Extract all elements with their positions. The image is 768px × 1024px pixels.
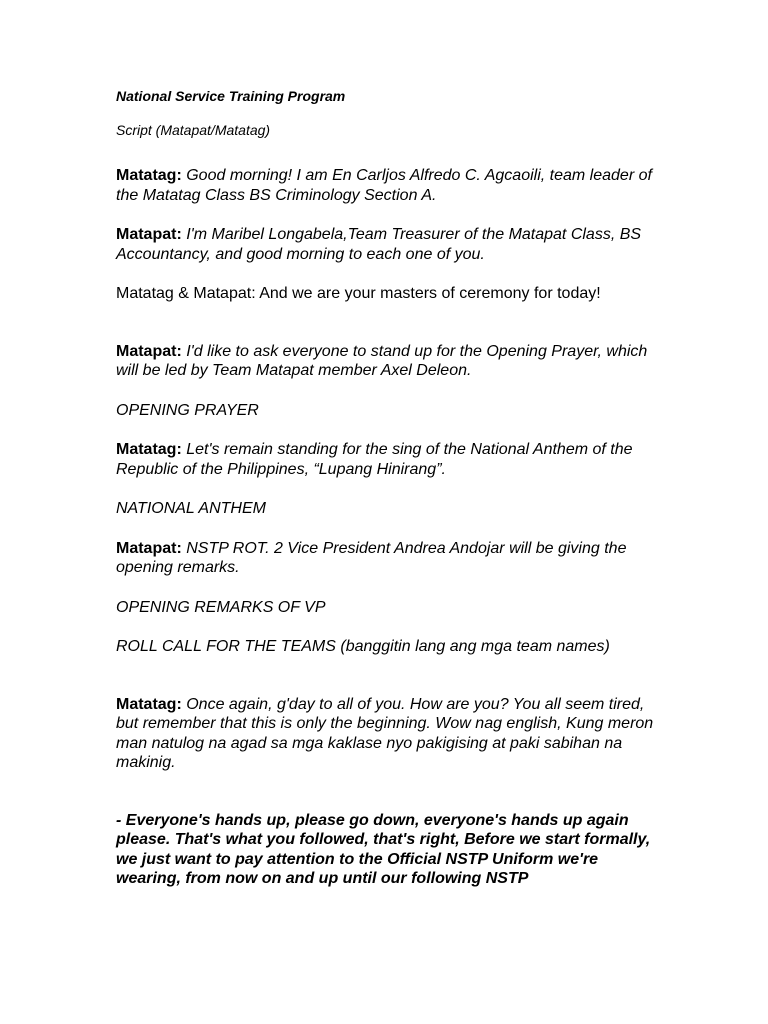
- speaker-text: Let's remain standing for the sing of the National Anthem of the Republic of the Philippines, “Lupang Hinirang”.: [116, 441, 633, 478]
- speaker-label: Matatag:: [116, 695, 182, 713]
- document-subtitle: Script (Matapat/Matatag): [116, 122, 271, 138]
- script-line-matatag-3: [116, 695, 656, 773]
- script-line-both: Matatag & Matapat: And we are your masters of ceremony for today!: [116, 285, 601, 302]
- script-line-matapat-1: [116, 225, 656, 264]
- speaker-text: I'd like to ask everyone to stand up for the Opening Prayer, which will be led by Team Matapat member Axel Deleon.: [116, 342, 648, 379]
- document-title: National Service Training Program: [116, 88, 346, 104]
- speaker-label: Matatag:: [116, 167, 182, 184]
- script-line-matapat-3: [116, 539, 656, 578]
- script-line-matapat-2: [116, 342, 656, 381]
- script-line-matatag-1: [116, 166, 656, 205]
- speaker-label: Matapat:: [116, 539, 182, 557]
- speaker-text: Good morning! I am En Carljos Alfredo C. Agcaoili, team leader of the Matatag Class BS Criminology Section A.: [116, 167, 652, 204]
- script-line-matatag-2: [116, 440, 656, 479]
- program-cue-opening-prayer: OPENING PRAYER: [116, 401, 259, 419]
- program-cue-roll-call: ROLL CALL FOR THE TEAMS (banggitin lang ang mga team names): [116, 638, 610, 655]
- speaker-text: NSTP ROT. 2 Vice President Andrea Andojar will be giving the opening remarks.: [116, 539, 627, 576]
- script-line-instructions: - Everyone's hands up, please go down, everyone's hands up again please. That's what you followed, that's right, Before we start formally, we just want to pay attention to the Official NSTP Uniform we're wearing, from now on and up until our following NSTP: [116, 811, 651, 887]
- speaker-label: Matatag:: [116, 441, 182, 458]
- program-cue-opening-remarks: OPENING REMARKS OF VP: [116, 598, 326, 616]
- speaker-label: Matapat:: [116, 226, 182, 243]
- document-page: [116, 86, 656, 889]
- speaker-text: I'm Maribel Longabela,Team Treasurer of the Matapat Class, BS Accountancy, and good morning to each one of you.: [116, 226, 642, 263]
- program-cue-national-anthem: NATIONAL ANTHEM: [116, 500, 266, 517]
- speaker-label: Matapat:: [116, 342, 182, 360]
- speaker-text: Once again, g'day to all of you. How are you? You all seem tired, but remember that this is only the beginning. Wow nag english, Kung meron man natulog na agad sa mga kaklase nyo pakigising at paki sabihan na makinig.: [116, 695, 654, 771]
